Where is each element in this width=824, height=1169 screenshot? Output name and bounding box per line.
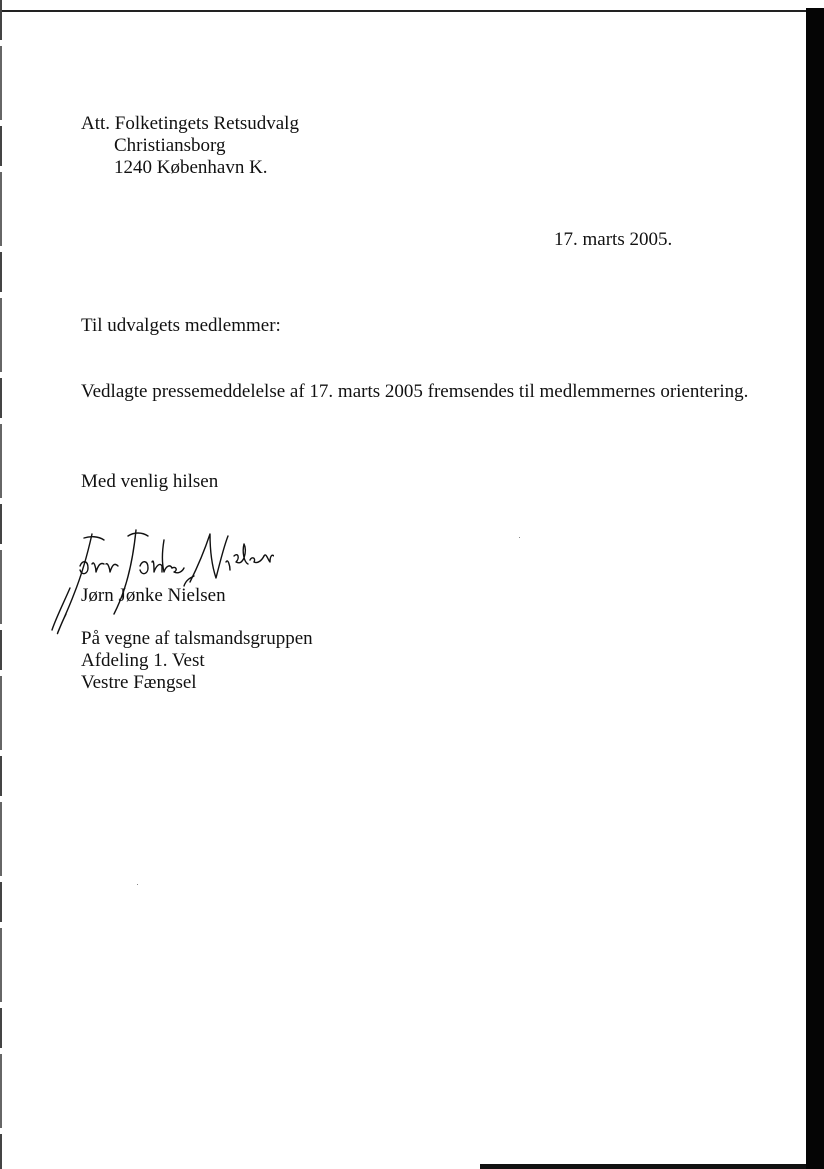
sender-line-2: Afdeling 1. Vest [81,650,205,671]
scan-speck [519,537,520,538]
recipient-line-3: 1240 København K. [114,157,268,178]
closing: Med venlig hilsen [81,471,219,492]
recipient-line-2: Christiansborg [114,135,226,156]
letter-body: Vedlagte pressemeddelelse af 17. marts 2005 fremsendes til medlemmernes orientering. [81,381,749,402]
scan-edge-bottom [480,1164,806,1169]
salutation: Til udvalgets medlemmer: [81,315,281,336]
scan-edge-top [0,10,806,12]
signer-name: Jørn Jønke Nielsen [81,585,226,606]
letter-date: 17. marts 2005. [554,229,673,250]
scan-edge-right [806,8,824,1169]
sender-line-1: På vegne af talsmandsgruppen [81,628,313,649]
scan-edge-left [0,0,2,1169]
sender-line-3: Vestre Fængsel [81,672,197,693]
sender-organization [81,628,313,694]
scan-speck [137,884,138,885]
recipient-address [81,113,299,179]
recipient-line-1: Att. Folketingets Retsudvalg [81,113,299,134]
